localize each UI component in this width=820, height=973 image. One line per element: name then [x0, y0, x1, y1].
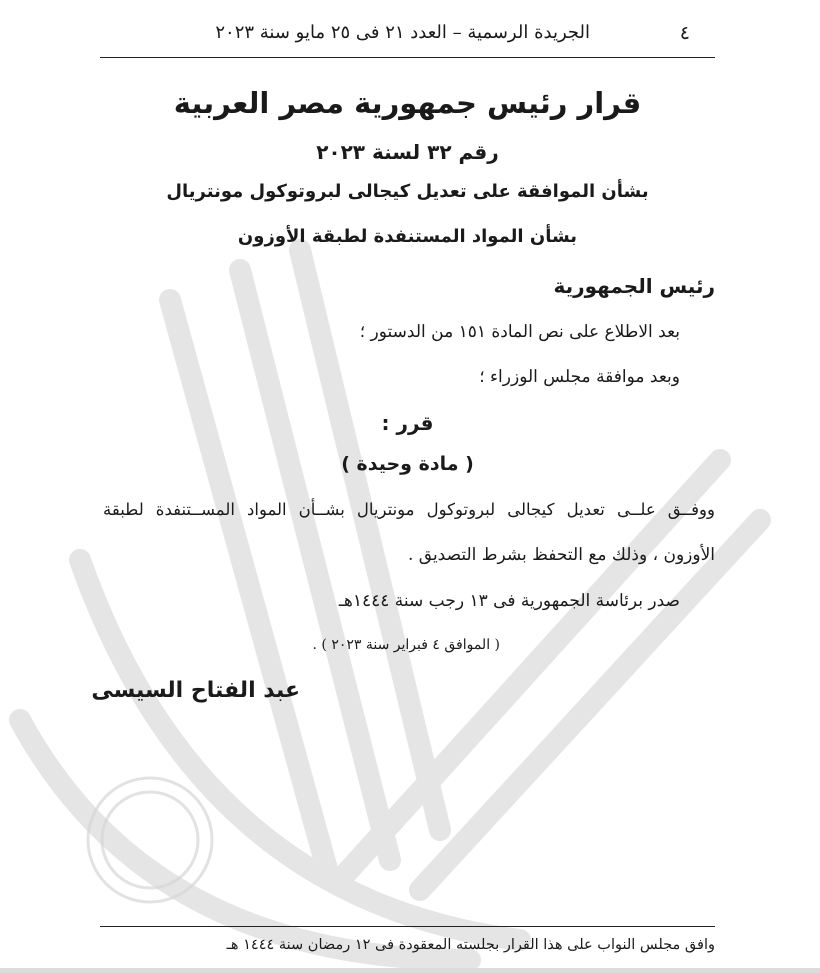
article-heading: ( مادة وحيدة ) [341, 453, 474, 475]
footer-note: وافق مجلس النواب على هذا القرار بجلسته المعقودة فى ١٢ رمضان سنة ١٤٤٤ هـ [226, 937, 715, 953]
issued-date: صدر برئاسة الجمهورية فى ١٣ رجب سنة ١٤٤٤هـ [338, 591, 680, 611]
decree-title: قرار رئيس جمهورية مصر العربية [173, 86, 642, 120]
decree-number: رقم ٣٢ لسنة ٢٠٢٣ [316, 140, 499, 164]
corresponding-date: ( الموافق ٤ فبراير سنة ٢٠٢٣ ) . [312, 637, 500, 653]
article-text-line-2: الأوزون ، وذلك مع التحفظ بشرط التصديق . [407, 545, 715, 565]
decree-subject-line-1: بشأن الموافقة على تعديل كيجالى لبروتوكول مونتريال [166, 181, 649, 202]
publication-info: الجريدة الرسمية – العدد ٢١ فى ٢٥ مايو سنة ٢٠٢٣ [215, 22, 590, 43]
signature: عبد الفتاح السيسى [91, 678, 300, 703]
decided-heading: قرر : [381, 411, 434, 435]
viewer-bottom-edge [0, 968, 820, 973]
running-header [100, 22, 715, 48]
preamble-cabinet: وبعد موافقة مجلس الوزراء ؛ [479, 367, 680, 387]
page-number: ٤ [679, 22, 690, 44]
footer-rule [100, 926, 715, 927]
header-rule [100, 57, 715, 58]
president-heading: رئيس الجمهورية [553, 274, 715, 298]
decree-subject-line-2: بشأن المواد المستنفدة لطبقة الأوزون [237, 226, 578, 247]
article-text-line-1: ووفــق علــى تعديل كيجالى لبروتوكول مونتريال بشــأن المواد المســتنفدة لطبقة [103, 500, 715, 519]
preamble-constitution: بعد الاطلاع على نص المادة ١٥١ من الدستور ؛ [359, 322, 680, 342]
